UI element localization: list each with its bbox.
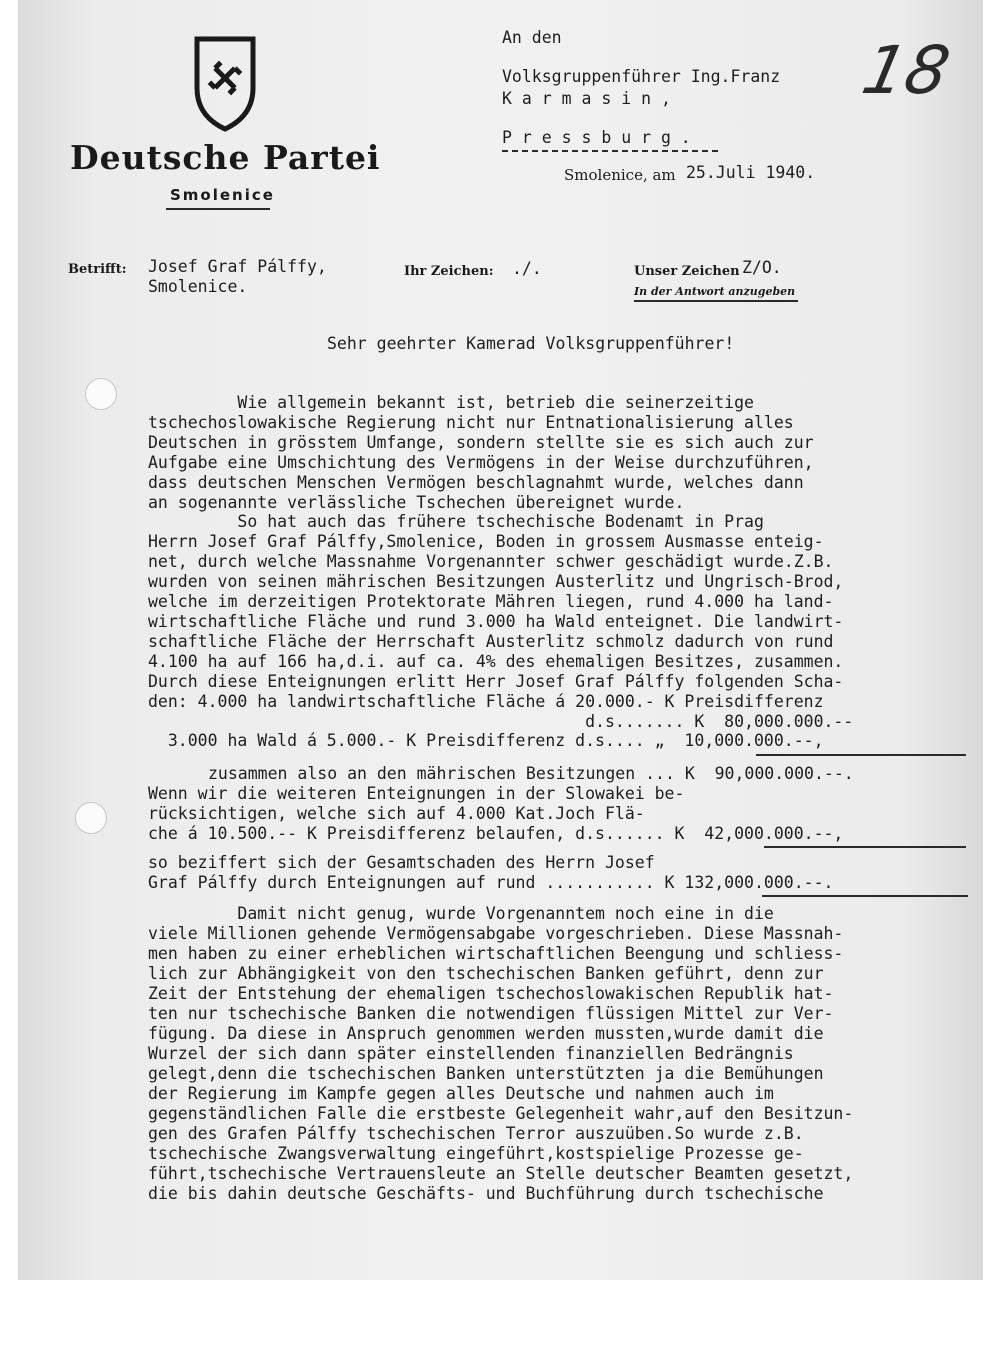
recipient-line-4: P r e s s b u r g .: [502, 128, 691, 147]
betrifft-line-2: Smolenice.: [148, 277, 248, 296]
closing-line: führt,tschechische Vertrauensleute an Stelle deutscher Beamten gesetzt,: [148, 1164, 854, 1183]
closing-line: Wurzel der sich dann später einstellenden finanziellen Bedrängnis: [148, 1044, 794, 1063]
recipient-city-underline: [502, 150, 718, 152]
subtotal-underline: [756, 754, 966, 756]
closing-line: lich zur Abhängigkeit von den tschechischen Banken geführt, denn zur: [148, 964, 824, 983]
calc-line: che á 10.500.-- K Preisdifferenz belaufen, d.s...... K 42,000.000.--,: [148, 824, 844, 843]
calc-line: Wenn wir die weiteren Enteignungen in der Slowakei be-: [148, 784, 685, 803]
body-line: Wie allgemein bekannt ist, betrieb die seinerzeitige: [148, 393, 754, 412]
calc-line: zusammen also an den mährischen Besitzungen ... K 90,000.000.--.: [208, 764, 854, 783]
closing-line: gen des Grafen Pálffy tschechischen Terror auszuüben.So wurde z.B.: [148, 1124, 804, 1143]
closing-line: Zeit der Entstehung der ehemaligen tschechoslowakischen Republik hat-: [148, 984, 834, 1003]
closing-line: fügung. Da diese in Anspruch genommen werden mussten,wurde damit die: [148, 1024, 824, 1043]
unser-zeichen-label: Unser Zeichen: [634, 264, 740, 279]
antwort-note-underline: [634, 300, 798, 302]
body-line: Deutschen in grösstem Umfange, sondern stellte sie es sich auch zur: [148, 433, 814, 452]
closing-line: gelegt,denn die tschechischen Banken unterstützten ja die Bemühungen: [148, 1064, 824, 1083]
body-line: Durch diese Enteignungen erlitt Herr Josef Graf Pálffy folgenden Scha-: [148, 672, 844, 691]
closing-line: ten nur tschechische Banken die notwendigen flüssigen Mittel zur Ver-: [148, 1004, 834, 1023]
betrifft-label: Betrifft:: [68, 262, 127, 277]
ihr-zeichen-label: Ihr Zeichen:: [404, 264, 494, 279]
body-line: net, durch welche Massnahme Vorgenannter schwer geschädigt wurde.Z.B.: [148, 552, 834, 571]
handwritten-page-number: 18: [855, 32, 957, 109]
antwort-note: In der Antwort anzugeben: [634, 285, 796, 298]
date-place: Smolenice, am: [564, 166, 676, 184]
total-line: Graf Pálffy durch Enteignungen auf rund ........... K 132,000.000.--.: [148, 873, 834, 892]
org-name: Deutsche Partei: [70, 138, 381, 177]
closing-line: die bis dahin deutsche Geschäfts- und Buchführung durch tschechische: [148, 1184, 824, 1203]
body-line: tschechoslowakische Regierung nicht nur Entnationalisierung alles: [148, 413, 794, 432]
body-line: dass deutschen Menschen Vermögen beschlagnahmt wurde, welches dann: [148, 473, 804, 492]
body-line: schaftliche Fläche der Herrschaft Austerlitz schmolz dadurch von rund: [148, 632, 834, 651]
letter-sheet: [18, 0, 983, 1280]
body-line: So hat auch das frühere tschechische Bodenamt in Prag: [148, 512, 764, 531]
closing-line: Damit nicht genug, wurde Vorgenanntem noch eine in die: [148, 904, 774, 923]
calc-underline: [764, 846, 966, 848]
body-line: d.s....... K 80,000.000.--: [148, 712, 854, 731]
date-value: 25.Juli 1940.: [686, 163, 816, 182]
body-line: wurden von seinen mährischen Besitzungen Austerlitz und Ungrisch-Brod,: [148, 572, 844, 591]
ihr-zeichen-value: ./.: [512, 259, 542, 278]
calc-line: rücksichtigen, welche sich auf 4.000 Kat.Joch Flä-: [148, 804, 645, 823]
body-line: Aufgabe eine Umschichtung des Vermögens in der Weise durchzuführen,: [148, 453, 814, 472]
body-line: wirtschaftliche Fläche und rund 3.000 ha Wald enteignet. Die landwirt-: [148, 612, 844, 631]
closing-line: tschechische Zwangsverwaltung eingeführt,kostspielige Prozesse ge-: [148, 1144, 804, 1163]
salutation: Sehr geehrter Kamerad Volksgruppenführer!: [327, 334, 735, 353]
closing-line: men haben zu einer erheblichen wirtschaftlichen Beengung und schliess-: [148, 944, 844, 963]
closing-line: viele Millionen gehende Vermögensabgabe vorgeschrieben. Diese Massnah-: [148, 924, 844, 943]
punch-hole-bottom: [75, 802, 107, 834]
swastika-shield-icon: [194, 36, 256, 132]
body-line: an sogenannte verlässliche Tschechen übereignet wurde.: [148, 493, 685, 512]
body-line: welche im derzeitigen Protektorate Mähren liegen, rund 4.000 ha land-: [148, 592, 834, 611]
closing-line: der Regierung im Kampfe gegen alles Deutsche und nahmen auch im: [148, 1084, 774, 1103]
recipient-line-2: Volksgruppenführer Ing.Franz: [502, 67, 781, 86]
body-line: den: 4.000 ha landwirtschaftliche Fläche á 20.000.- K Preisdifferenz: [148, 692, 824, 711]
recipient-line-3: K a r m a s i n ,: [502, 89, 671, 108]
total-underline: [762, 895, 968, 897]
org-place-underline: [166, 208, 270, 210]
body-line: 4.100 ha auf 166 ha,d.i. auf ca. 4% des ehemaligen Besitzes, zusammen.: [148, 652, 844, 671]
betrifft-line-1: Josef Graf Pálffy,: [148, 257, 327, 276]
recipient-line-1: An den: [502, 28, 562, 47]
unser-zeichen-value: Z/O.: [742, 258, 782, 277]
org-place: Smolenice: [170, 186, 275, 204]
total-line: so beziffert sich der Gesamtschaden des Herrn Josef: [148, 853, 655, 872]
body-line: Herrn Josef Graf Pálffy,Smolenice, Boden in grossem Ausmasse enteig-: [148, 532, 824, 551]
closing-line: gegenständlichen Falle die erstbeste Gelegenheit wahr,auf den Besitzun-: [148, 1104, 854, 1123]
body-line: 3.000 ha Wald á 5.000.- K Preisdifferenz d.s.... „ 10,000.000.--,: [148, 731, 824, 750]
punch-hole-top: [85, 378, 117, 410]
